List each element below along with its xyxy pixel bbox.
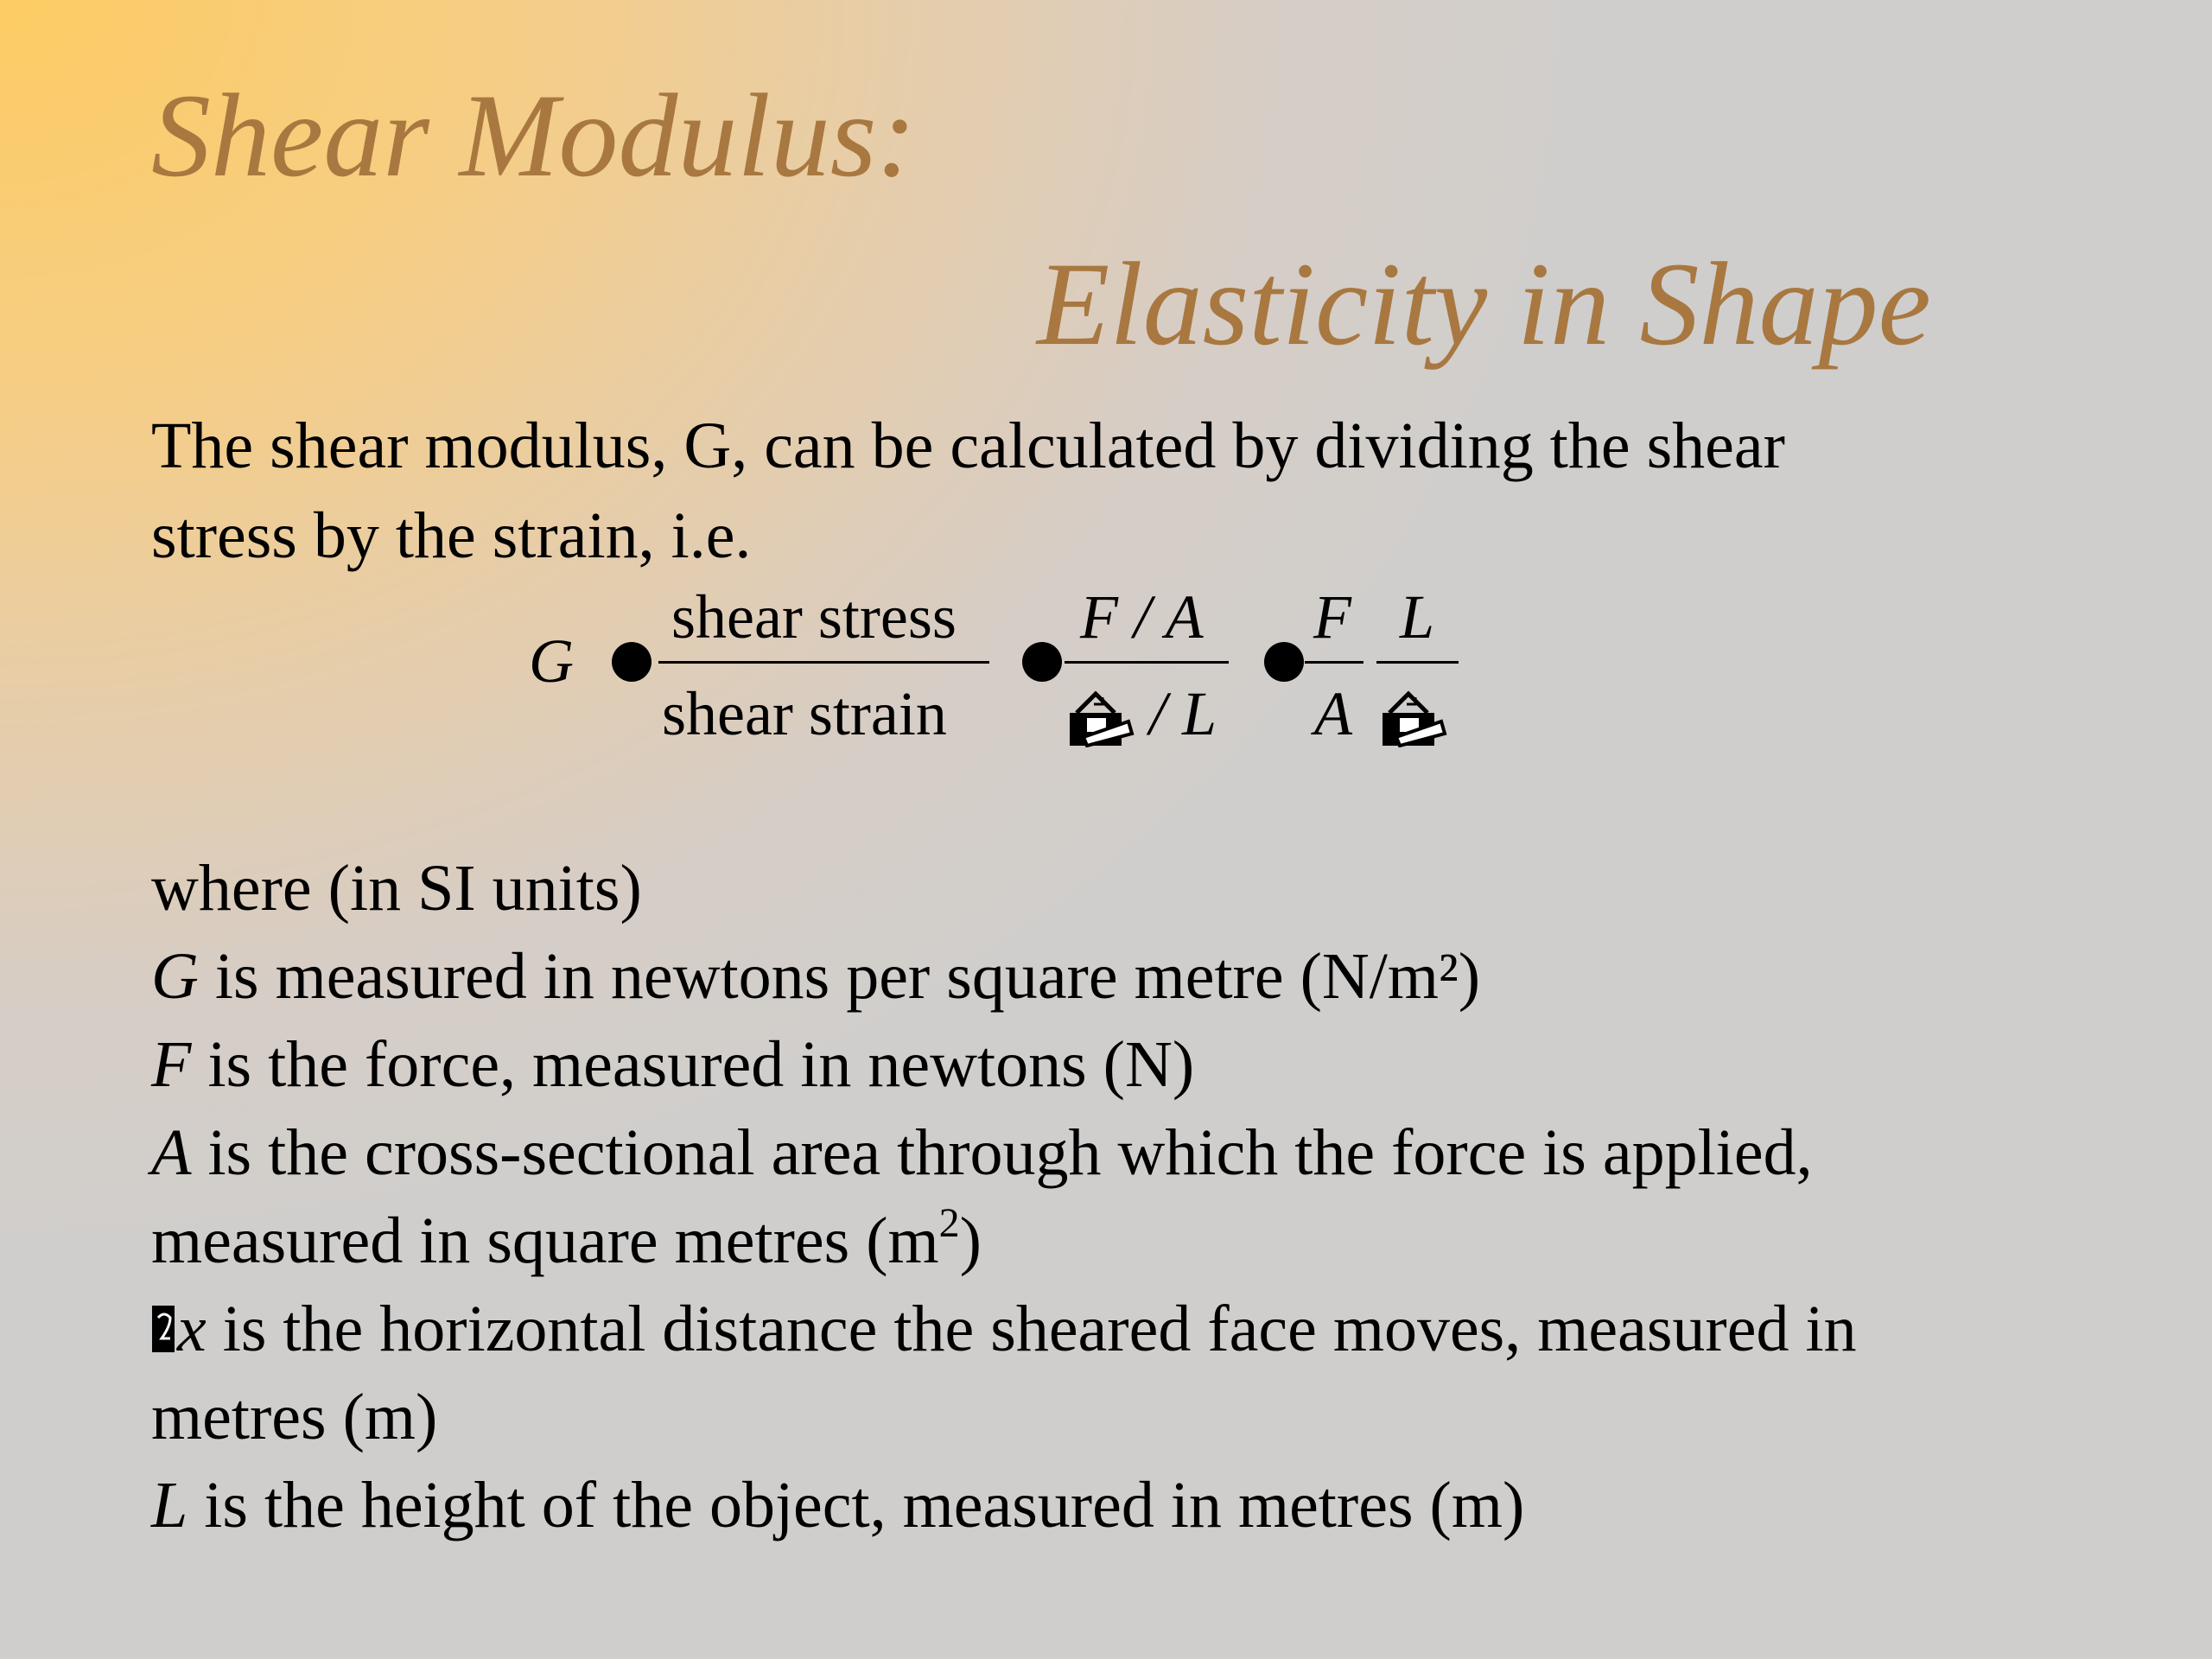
frac1-numerator: shear stress [671, 582, 957, 652]
frac1-bar [658, 661, 989, 664]
frac3b-numerator: L [1400, 582, 1435, 652]
formula-lhs-g: G [529, 626, 574, 696]
frac3a-bar [1305, 661, 1363, 664]
definition-f-text: is the force, measured in newtons (N) [191, 1028, 1195, 1101]
equals-dot-1 [612, 642, 652, 682]
frac3b-bar [1376, 661, 1459, 664]
frac1-denominator: shear strain [662, 679, 947, 748]
slide-title-line1: Shear Modulus: [151, 69, 917, 201]
definitions-intro: where (in SI units) [151, 852, 642, 925]
definition-a-text: is the cross-sectional area through which the force is applied, [191, 1116, 1813, 1189]
superscript-2: 2 [938, 1200, 960, 1246]
definition-l-text: is the height of the object, measured in metres (m) [188, 1469, 1525, 1541]
equals-dot-3 [1264, 642, 1304, 682]
broken-symbol-icon [1381, 687, 1448, 747]
frac3a-denominator: A [1314, 679, 1352, 748]
definition-a-text-line2: measured in square metres (m [151, 1205, 939, 1277]
definition-a-line1 [151, 1116, 1813, 1189]
intro-line2: stress by the strain, i.e. [151, 499, 752, 572]
definition-g [151, 940, 1481, 1013]
definition-l [151, 1469, 1525, 1541]
frac2-bar [1065, 661, 1229, 664]
definition-f [151, 1028, 1195, 1101]
broken-symbol-icon [151, 1304, 177, 1356]
definition-a-close: ) [959, 1205, 982, 1277]
slide-title-line2: Elasticity in Shape [1037, 238, 1931, 370]
frac3a-numerator: F [1313, 582, 1351, 652]
broken-symbol-icon [1068, 687, 1135, 747]
var-x: x [177, 1293, 207, 1365]
definition-g-text: is measured in newtons per square metre (N/m²) [198, 940, 1481, 1013]
definition-a-line2 [151, 1200, 982, 1277]
var-f: F [151, 1028, 192, 1101]
var-l: L [151, 1469, 188, 1541]
frac2-numerator: F / A [1080, 582, 1204, 652]
intro-line1: The shear modulus, G, can be calculated by dividing the shear [151, 410, 1785, 482]
equals-dot-2 [1022, 642, 1062, 682]
frac2-denominator-rest: / L [1149, 679, 1217, 748]
definition-x-line2: metres (m) [151, 1381, 438, 1453]
var-a: A [151, 1116, 192, 1189]
var-g: G [151, 940, 199, 1013]
definition-x-line1 [151, 1293, 1857, 1365]
definition-x-text: is the horizontal distance the sheared face moves, measured in [206, 1293, 1857, 1365]
